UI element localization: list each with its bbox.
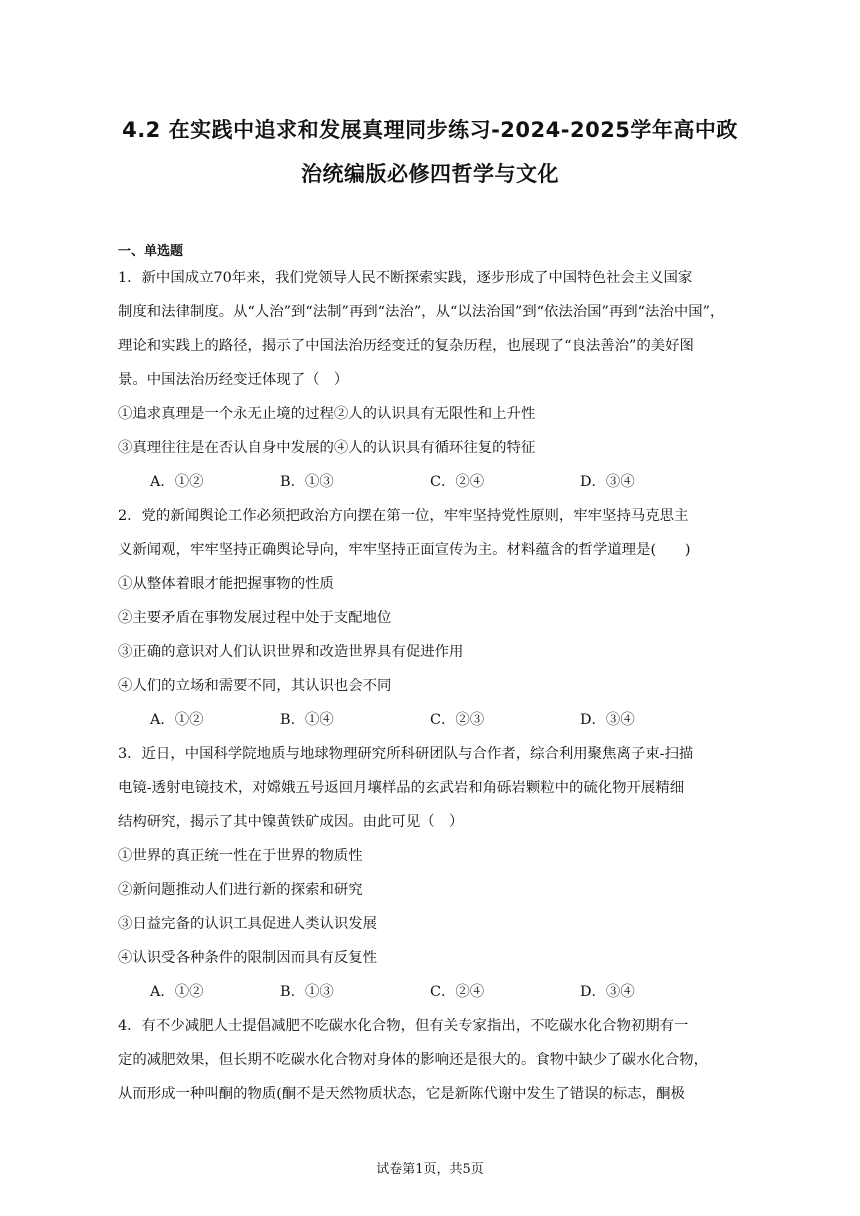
q2-statement-3: ③正确的意识对人们认识世界和改造世界具有促进作用 — [118, 644, 464, 660]
q3-statement-2: ②新问题推动人们进行新的探索和研究 — [118, 882, 363, 898]
q2-statement-4: ④人们的立场和需要不同，其认识也会不同 — [118, 678, 392, 694]
q2-option-a: A．①② — [150, 712, 204, 728]
q2-option-d: D．③④ — [580, 712, 635, 728]
page-footer: 试卷第1页，共5页 — [376, 1162, 484, 1177]
document-title-line-1: 4.2 在实践中追求和发展真理同步练习-2024-2025学年高中政 — [122, 118, 738, 142]
q3-stem-line-3: 结构研究，揭示了其中镍黄铁矿成因。由此可见（ ） — [118, 814, 464, 830]
q2-stem-line-2: 义新闻观，牢牢坚持正确舆论导向，牢牢坚持正面宣传为主。材料蕴含的哲学道理是( ) — [118, 542, 691, 558]
q2-option-b: B．①④ — [280, 712, 334, 728]
q3-option-c: C．②④ — [430, 984, 485, 1000]
q3-statement-4: ④认识受各种条件的限制因而具有反复性 — [118, 950, 378, 966]
q2-option-c: C．②③ — [430, 712, 485, 728]
q3-stem-line-2: 电镜-透射电镜技术，对嫦娥五号返回月壤样品的玄武岩和角砾岩颗粒中的硫化物开展精细 — [118, 780, 685, 796]
q2-stem-line-1: 2．党的新闻舆论工作必须把政治方向摆在第一位，牢牢坚持党性原则，牢牢坚持马克思主 — [118, 508, 689, 524]
q1-stem-line-4: 景。中国法治历经变迁体现了（ ） — [118, 372, 349, 388]
q3-statement-1: ①世界的真正统一性在于世界的物质性 — [118, 848, 363, 864]
q1-statement-2: ③真理往往是在否认自身中发展的④人的认识具有循环往复的特征 — [118, 440, 536, 456]
q1-option-b: B．①③ — [280, 474, 334, 490]
q3-option-a: A．①② — [150, 984, 204, 1000]
q3-option-b: B．①③ — [280, 984, 334, 1000]
q4-stem-line-1: 4．有不少减肥人士提倡减肥不吃碳水化合物，但有关专家指出，不吃碳水化合物初期有一 — [118, 1018, 689, 1034]
q1-option-c: C．②④ — [430, 474, 485, 490]
q1-option-d: D．③④ — [580, 474, 635, 490]
document-title-line-2: 治统编版必修四哲学与文化 — [301, 162, 559, 186]
q1-statement-1: ①追求真理是一个永无止境的过程②人的认识具有无限性和上升性 — [118, 406, 536, 422]
q1-option-a: A．①② — [150, 474, 204, 490]
q1-stem-line-1: 1．新中国成立70年来，我们党领导人民不断探索实践，逐步形成了中国特色社会主义国家 — [118, 270, 693, 286]
section-heading: 一、单选题 — [118, 244, 184, 259]
q4-stem-line-2: 定的减肥效果，但长期不吃碳水化合物对身体的影响还是很大的。食物中缺少了碳水化合物， — [118, 1052, 709, 1068]
q1-stem-line-2: 制度和法律制度。从“人治”到“法制”再到“法治”，从“以法治国”到“依法治国”再到“法治中国”， — [118, 304, 725, 320]
q3-stem-line-1: 3．近日，中国科学院地质与地球物理研究所科研团队与合作者，综合利用聚焦离子束-扫描 — [118, 746, 694, 762]
q3-statement-3: ③日益完备的认识工具促进人类认识发展 — [118, 916, 378, 932]
q3-option-d: D．③④ — [580, 984, 635, 1000]
q2-statement-2: ②主要矛盾在事物发展过程中处于支配地位 — [118, 610, 392, 626]
q1-stem-line-3: 理论和实践上的路径，揭示了中国法治历经变迁的复杂历程，也展现了“良法善治”的美好图 — [118, 338, 694, 354]
q2-statement-1: ①从整体着眼才能把握事物的性质 — [118, 576, 334, 592]
q4-stem-line-3: 从而形成一种叫酮的物质(酮不是天然物质状态，它是新陈代谢中发生了错误的标志，酮极 — [118, 1086, 685, 1102]
